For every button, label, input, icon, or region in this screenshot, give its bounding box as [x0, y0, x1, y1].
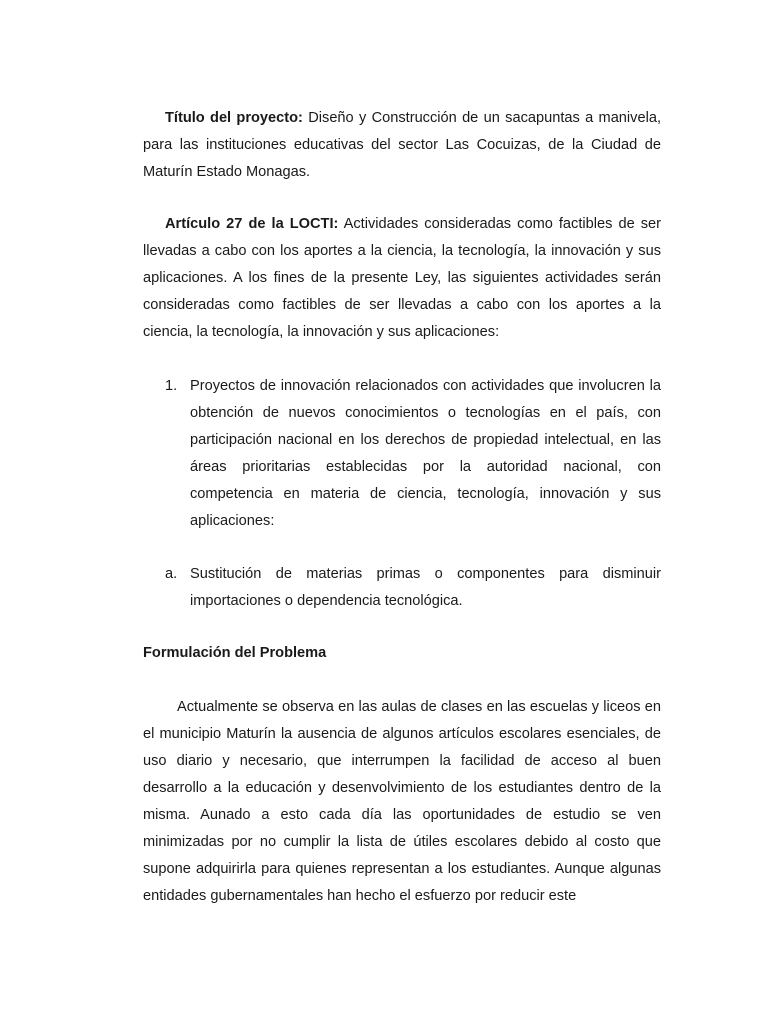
- list-marker-number: 1.: [165, 378, 178, 394]
- numbered-item-text: Proyectos de innovación relacionados con actividades que involucren la obtención de nuevos conocimientos o tecnologías en el país, con participación nacional en los derechos de propiedad intelectual, en las áreas prioritarias establecidas por la autoridad nacional, con competencia en materia de ciencia, tecnología, innovación y sus aplicaciones:: [190, 378, 661, 529]
- article-paragraph: [143, 211, 661, 346]
- project-title-paragraph: [143, 105, 661, 186]
- lettered-item-text: Sustitución de materias primas o componentes para disminuir importaciones o dependencia tecnológica.: [190, 566, 661, 609]
- article-label: Artículo 27 de la LOCTI:: [165, 216, 339, 232]
- lettered-list-item: [143, 561, 661, 615]
- list-marker-letter: a.: [165, 566, 178, 582]
- project-title-text: Diseño y Construcción de un sacapuntas a manivela, para las instituciones educativas del sector Las Cocuizas, de la Ciudad de Maturín Estado Monagas.: [143, 110, 661, 180]
- numbered-list-item: [143, 373, 661, 535]
- section-heading: Formulación del Problema: [143, 645, 327, 661]
- project-title-label: Título del proyecto:: [165, 110, 303, 126]
- problem-paragraph: Actualmente se observa en las aulas de clases en las escuelas y liceos en el municipio Maturín la ausencia de algunos artículos escolares esenciales, de uso diario y necesario, que interrumpen la facilidad de acceso al buen desarrollo a la educación y desenvolvimiento de los estudiantes dentro de la misma. Aunado a esto cada día las oportunidades de estudio se ven minimizadas por no cumplir la lista de útiles escolares debido al costo que supone adquirirla para quienes representan a los estudiantes. Aunque algunas entidades gubernamentales han hecho el esfuerzo por reducir este: [143, 699, 661, 904]
- article-text: Actividades consideradas como factibles de ser llevadas a cabo con los aportes a la ciencia, la tecnología, la innovación y sus aplicaciones. A los fines de la presente Ley, las siguientes actividades serán consideradas como factibles de ser llevadas a cabo con los aportes a la ciencia, la tecnología, la innovación y sus aplicaciones:: [143, 216, 662, 340]
